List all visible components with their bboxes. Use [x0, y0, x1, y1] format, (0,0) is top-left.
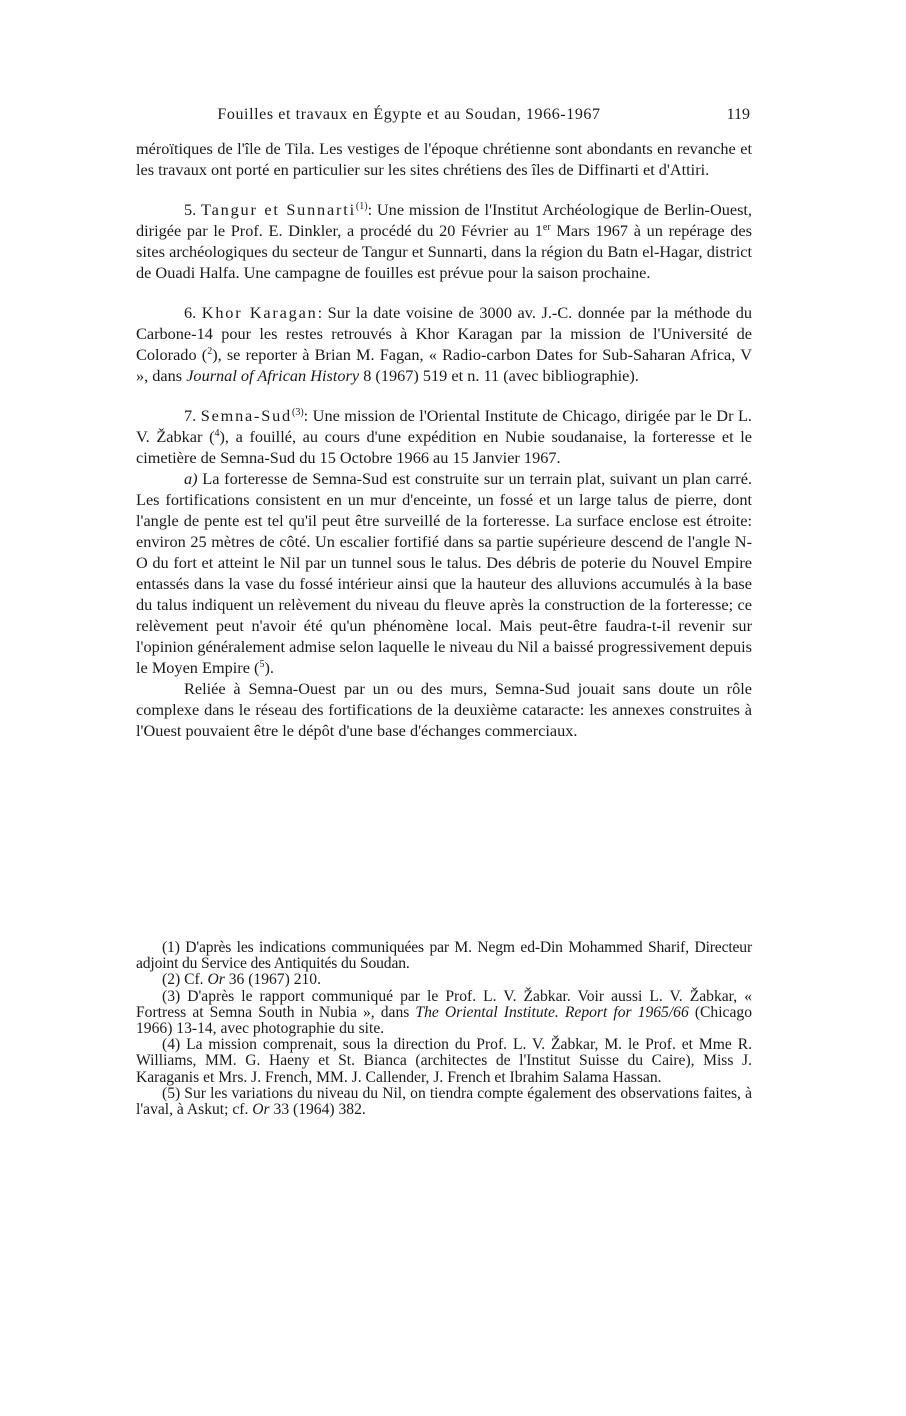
footnote-2 [136, 972, 752, 988]
page-number: 119 [726, 106, 750, 123]
section-6-text-1: : Sur la date voisine de 3000 av. J.-C. donnée par la méthode du Carbone-14 pour les restes retrouvés à Khor Karagan par la mission de l'Université de Colorado ( [136, 303, 752, 364]
footnote-5-text-a: Sur les variations du niveau du Nil, on tiendra compte également des observations faites, à l'aval, à Askut; cf. [136, 1084, 752, 1119]
footnote-4-mark: (4) [162, 1036, 181, 1054]
superscript-er: er [542, 222, 551, 233]
footnote-1 [136, 940, 752, 972]
footnote-5-text-b: 33 (1964) 382. [269, 1101, 366, 1119]
running-head [136, 106, 754, 128]
footnote-ref-3: (3) [292, 407, 304, 418]
section-7-text-1: : Une mission de l'Oriental Institute de Chicago, dirigée par le Dr L. V. Žabkar ( [136, 406, 752, 446]
section-7a-text: La forteresse de Semna-Sud est construite sur un terrain plat, suivant un plan carré. Les fortifications consistent en un mur d'enceinte, un fossé et un large talus de pierre, dont l'angle de pente est tel qu'il peut être surveillé de la forteresse. La surface enclose est étroite: environ 25 mètres de côté. Un escalier fortifié dans sa partie supérieure descend de l'angle N-O du fort et atteint le Nil par un tunnel sous le talus. Des débris de poterie du Nouvel Empire entassés dans la vase du fossé intérieur ainsi que la hauteur des alluvions accumulés à la base du talus indiquent un relèvement du niveau du fleuve après la construction de la forteresse; ce relèvement peut n'avoir été qu'un phénomène local. Mais peut-être faudra-t-il revenir sur l'opinion généralement admise selon laquelle le niveau du Nil a baissé progressivement depuis le Moyen Empire ( [136, 469, 752, 677]
running-title: Fouilles et travaux en Égypte et au Soudan, 1966-1967 [217, 106, 601, 123]
section-5-text-1: : Une mission de l'Institut Archéologique de Berlin-Ouest, dirigée par le Prof. E. Dinkler, a procédé du 20 Février au 1 [136, 200, 753, 240]
section-7a-end: ). [264, 658, 274, 677]
footnote-ref-4: 4 [214, 428, 220, 439]
section-5-text-2: Mars 1967 à un repérage des sites archéologiques du secteur de Tangur et Sunnarti, dans la région du Batn el-Hagar, district de Ouadi Halfa. Une campagne de fouilles est prévue pour la saison prochaine. [136, 221, 752, 282]
section-7-paragraph [136, 405, 752, 468]
footnote-2-or: Or [207, 971, 225, 989]
footnote-4-text: La mission comprenait, sous la direction du Prof. L. V. Žabkar, M. le Prof. et Mme R. Williams, MM. G. Haeny et St. Bianca (architectes de l'Institut Suisse du Caire), Miss J. Karaganis et Mrs. J. French, MM. J. Callender, J. French et Ibrahim Salama Hassan. [136, 1036, 752, 1086]
footnote-5 [136, 1086, 752, 1118]
section-7-text-2: ), a fouillé, au cours d'une expédition en Nubie soudanaise, la forteresse et le cimetière de Semna-Sud du 15 Octobre 1966 au 15 Janvier 1967. [136, 427, 752, 467]
footnote-1-mark: (1) [162, 939, 180, 956]
footnote-2-text-b: 36 (1967) 210. [224, 971, 321, 989]
footnote-5-mark: (5) [162, 1084, 181, 1102]
footnote-ref-2: 2 [207, 346, 213, 357]
footnote-1-text: D'après les indications communiquées par M. Negm ed-Din Mohammed Sharif, Directeur adjoint du Service des Antiquités du Soudan. [136, 939, 752, 973]
footnote-3-mark: (3) [162, 987, 181, 1005]
section-6-text-2: ), se reporter à Brian M. Fagan, « Radio-carbon Dates for Sub-Saharan Africa, V », dans [136, 345, 752, 385]
footnote-ref-5: 5 [259, 659, 265, 670]
footnote-3-text-b: (Chicago 1966) 13-14, avec photographie du site. [136, 1003, 752, 1038]
item-label-a: a) [184, 469, 198, 488]
section-5-number: 5. [184, 200, 197, 219]
footnote-4 [136, 1037, 752, 1086]
section-7a-paragraph [136, 468, 752, 678]
footnote-5-or: Or [252, 1101, 270, 1119]
footnotes [136, 940, 752, 1118]
section-6-paragraph [136, 302, 752, 386]
footnote-3-italic: The Oriental Institute. Report for 1965/66 [415, 1003, 689, 1021]
main-text [136, 138, 752, 741]
section-7-number: 7. [184, 406, 197, 425]
section-6-text-3: 8 (1967) 519 et n. 11 (avec bibliographie). [359, 366, 639, 385]
journal-title: Journal of African History [186, 366, 360, 385]
section-6-heading: Khor Karagan [201, 303, 318, 322]
section-7-last-paragraph: Reliée à Semna-Ouest par un ou des murs, Semna-Sud jouait sans doute un rôle complexe dans le réseau des fortifications de la deuxième cataracte: les annexes construites à l'Ouest pouvaient être le dépôt d'une base d'échanges commerciaux. [136, 679, 752, 740]
footnote-2-mark: (2) [162, 971, 181, 989]
footnote-3 [136, 989, 752, 1038]
footnote-3-text-a: D'après le rapport communiqué par le Prof. L. V. Žabkar. Voir aussi L. V. Žabkar, « Fortress at Semna South in Nubia », dans [136, 987, 752, 1021]
section-6-number: 6. [184, 303, 197, 322]
section-5-paragraph [136, 199, 752, 283]
intro-paragraph: méroïtiques de l'île de Tila. Les vestiges de l'époque chrétienne sont abondants en revanche et les travaux ont porté en particulier sur les sites chrétiens des îles de Diffinarti et d'Attiri. [136, 139, 752, 179]
footnote-ref-1: (1) [355, 201, 368, 212]
footnote-2-text-a: Cf. [180, 971, 208, 989]
section-5-heading: Tangur et Sunnarti [201, 200, 356, 219]
section-7-heading: Semna-Sud [200, 406, 292, 425]
